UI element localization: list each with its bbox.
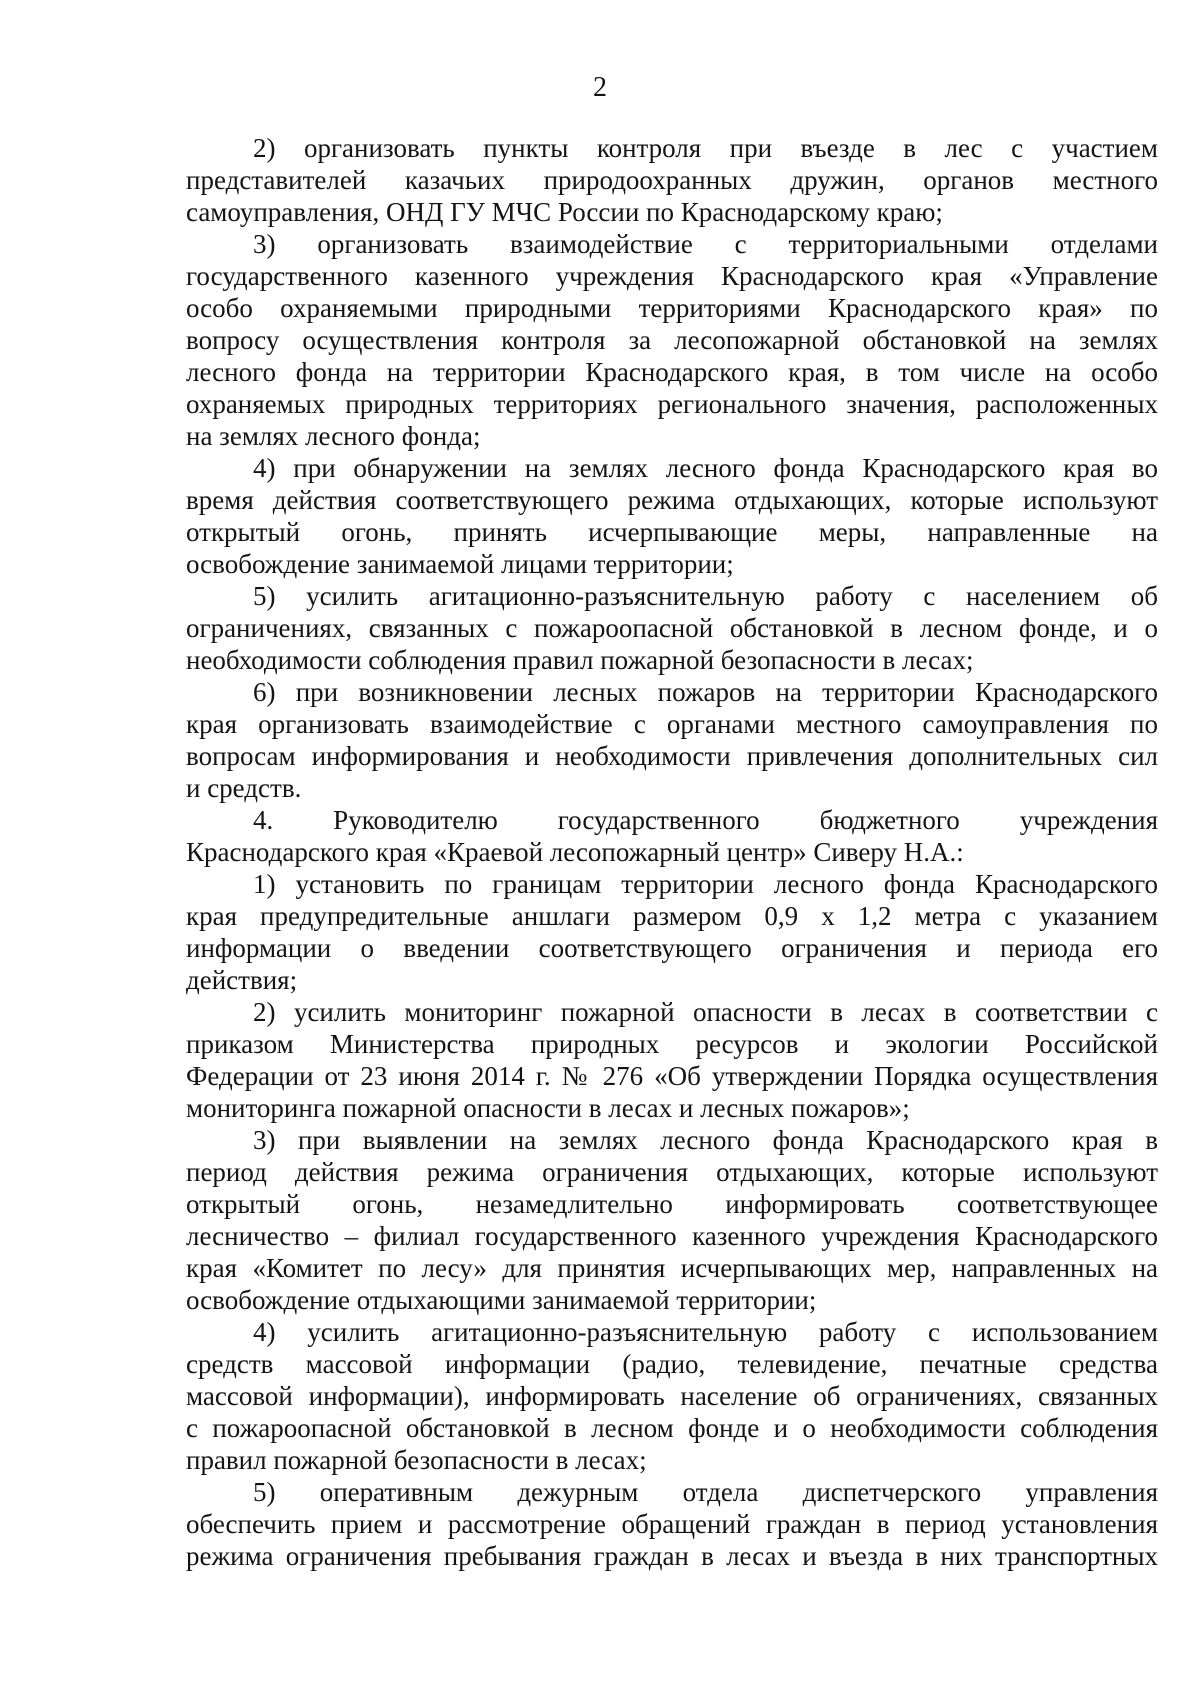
paragraph-line: 4. Руководителю государственного бюджетного учреждения [253,805,1158,835]
paragraph-line: 4) усилить агитационно-разъяснительную работу с использованием [253,1317,1158,1347]
paragraph-line: охраняемых природных территориях регионального значения, расположенных [186,389,1158,419]
paragraph [186,868,1158,996]
paragraph-line: вопросам информирования и необходимости привлечения дополнительных сил [186,741,1158,771]
paragraph-line: на землях лесного фонда; [186,421,481,451]
paragraph-line: режима ограничения пребывания граждан в лесах и въезда в них транспортных [186,1541,1158,1571]
paragraph-line: открытый огонь, принять исчерпывающие меры, направленные на [186,517,1158,547]
document-body [186,132,1158,1572]
paragraph [186,452,1158,580]
paragraph [186,1316,1158,1476]
paragraph-line: 6) при возникновении лесных пожаров на территории Краснодарского [253,677,1158,707]
paragraph-line: самоуправления, ОНД ГУ МЧС России по Краснодарскому краю; [186,197,943,227]
paragraph-line: 2) организовать пункты контроля при въезде в лес с участием [253,133,1158,163]
paragraph-line: 2) усилить мониторинг пожарной опасности в лесах в соответствии с [253,997,1158,1027]
paragraph [186,1476,1158,1572]
paragraph-line: 5) оперативным дежурным отдела диспетчерского управления [253,1477,1158,1507]
paragraph [186,580,1158,676]
paragraph-line: 3) при выявлении на землях лесного фонда Краснодарского края в [253,1125,1158,1155]
paragraph-line: края организовать взаимодействие с органами местного самоуправления по [186,709,1158,739]
paragraph-line: с пожароопасной обстановкой в лесном фонде и о необходимости соблюдения [186,1413,1158,1443]
paragraph-line: ограничениях, связанных с пожароопасной обстановкой в лесном фонде, и о [186,613,1158,643]
paragraph-line: лесничество – филиал государственного казенного учреждения Краснодарского [186,1221,1158,1251]
paragraph-line: Краснодарского края «Краевой лесопожарный центр» Сиверу Н.А.: [186,837,964,867]
paragraph-line: вопросу осуществления контроля за лесопожарной обстановкой на землях [186,325,1158,355]
paragraph-line: открытый огонь, незамедлительно информировать соответствующее [186,1189,1158,1219]
paragraph-line: 3) организовать взаимодействие с территориальными отделами [253,229,1158,259]
paragraph-line: края предупредительные аншлаги размером 0,9 х 1,2 метра с указанием [186,901,1158,931]
paragraph-line: средств массовой информации (радио, телевидение, печатные средства [186,1349,1158,1379]
paragraph-line: освобождение занимаемой лицами территории; [186,549,734,579]
paragraph [186,132,1158,228]
paragraph-line: особо охраняемыми природными территориями Краснодарского края» по [186,293,1158,323]
paragraph-line: и средств. [186,773,302,803]
paragraph-line: 4) при обнаружении на землях лесного фонда Краснодарского края во [253,453,1158,483]
paragraph-line: освобождение отдыхающими занимаемой территории; [186,1285,817,1315]
paragraph-line: массовой информации), информировать население об ограничениях, связанных [186,1381,1158,1411]
paragraph-line: обеспечить прием и рассмотрение обращений граждан в период установления [186,1509,1158,1539]
paragraph-line: Федерации от 23 июня 2014 г. № 276 «Об утверждении Порядка осуществления [186,1061,1158,1091]
paragraph-line: государственного казенного учреждения Краснодарского края «Управление [186,261,1158,291]
paragraph [186,228,1158,452]
paragraph [186,1124,1158,1316]
paragraph-line: края «Комитет по лесу» для принятия исчерпывающих мер, направленных на [186,1253,1158,1283]
paragraph-line: необходимости соблюдения правил пожарной безопасности в лесах; [186,645,974,675]
paragraph-line: мониторинга пожарной опасности в лесах и лесных пожаров»; [186,1093,910,1123]
paragraph-line: период действия режима ограничения отдыхающих, которые используют [186,1157,1158,1187]
paragraph-line: информации о введении соответствующего ограничения и периода его [186,933,1158,963]
paragraph-line: приказом Министерства природных ресурсов и экологии Российской [186,1029,1158,1059]
paragraph-line: представителей казачьих природоохранных дружин, органов местного [186,165,1158,195]
paragraph-line: время действия соответствующего режима отдыхающих, которые используют [186,485,1158,515]
paragraph [186,804,1158,868]
paragraph-line: лесного фонда на территории Краснодарского края, в том числе на особо [186,357,1158,387]
paragraph-line: правил пожарной безопасности в лесах; [186,1445,647,1475]
paragraph-line: 5) усилить агитационно-разъяснительную работу с населением об [253,581,1158,611]
paragraph [186,996,1158,1124]
paragraph-line: действия; [186,965,298,995]
paragraph-line: 1) установить по границам территории лесного фонда Краснодарского [253,869,1158,899]
page-number: 2 [593,72,607,103]
paragraph [186,676,1158,804]
